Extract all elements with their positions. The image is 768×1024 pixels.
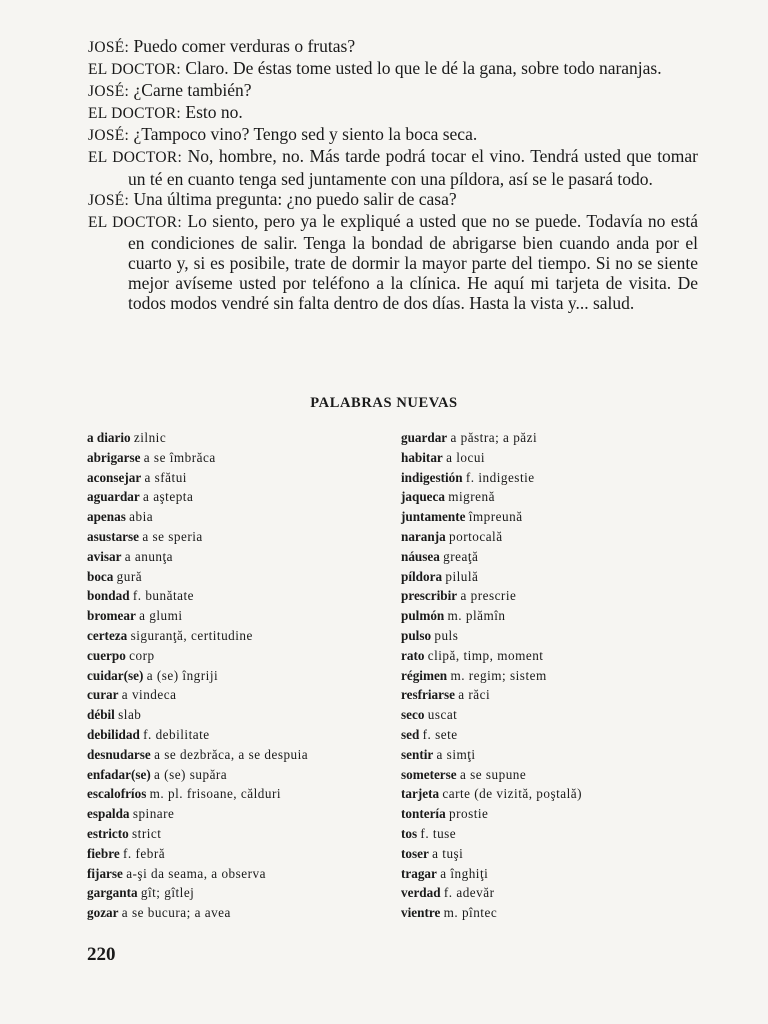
vocabulary-translation: f. adevăr xyxy=(443,885,495,901)
vocabulary-term: enfadar(se) xyxy=(87,766,151,782)
vocabulary-translation: a (se) supăra xyxy=(154,766,228,782)
vocabulary-translation: gură xyxy=(116,568,143,584)
vocabulary-term: boca xyxy=(87,568,114,584)
vocabulary-term: estricto xyxy=(87,825,129,841)
dialogue-turn xyxy=(88,80,698,102)
vocabulary-term: sed xyxy=(401,726,420,742)
vocabulary-entry xyxy=(87,606,387,626)
vocabulary-term: abrigarse xyxy=(87,449,141,465)
vocabulary-translation: a se dezbrăca, a se despuia xyxy=(154,746,309,762)
dialogue xyxy=(88,36,698,313)
vocabulary-entry xyxy=(87,883,387,903)
vocabulary-translation: puls xyxy=(434,627,459,643)
vocabulary-translation: f. debilitate xyxy=(143,726,210,742)
vocabulary-translation: carte (de vizită, poştală) xyxy=(442,786,583,802)
dialogue-text: ¿Tampoco vino? Tengo sed y siento la boca seca. xyxy=(133,124,478,145)
vocabulary-entry xyxy=(401,903,711,923)
dialogue-turn xyxy=(88,58,698,80)
vocabulary-term: espalda xyxy=(87,806,130,822)
vocabulary-term: pulso xyxy=(401,627,432,643)
vocabulary-entry xyxy=(87,745,387,765)
vocabulary-term: bondad xyxy=(87,588,130,604)
vocabulary-term: sentir xyxy=(401,746,434,762)
vocabulary-term: náusea xyxy=(401,548,440,564)
vocabulary-entry xyxy=(401,527,711,547)
vocabulary-translation: f. febră xyxy=(123,845,166,861)
dialogue-turn xyxy=(88,146,698,188)
vocabulary-term: gozar xyxy=(87,905,119,921)
speaker-name: EL DOCTOR: xyxy=(88,213,183,231)
vocabulary-translation: portocală xyxy=(449,528,503,544)
vocabulary-entry xyxy=(401,705,711,725)
vocabulary-term: debilidad xyxy=(87,726,140,742)
vocabulary-translation: a (se) îngriji xyxy=(146,667,219,683)
vocabulary-entry xyxy=(401,824,711,844)
vocabulary-term: fijarse xyxy=(87,865,123,881)
vocabulary-translation: a păstra; a păzi xyxy=(450,430,538,445)
vocabulary-entry xyxy=(401,745,711,765)
vocabulary-term: régimen xyxy=(401,667,448,683)
vocabulary-entry xyxy=(401,567,711,587)
vocabulary-term: resfriarse xyxy=(401,687,455,703)
vocabulary-entry xyxy=(401,626,711,646)
vocabulary-translation: slab xyxy=(118,707,142,723)
vocabulary-translation: a glumi xyxy=(139,608,183,624)
vocabulary-entry xyxy=(87,428,387,448)
vocabulary-entry xyxy=(87,765,387,785)
speaker-name: JOSÉ: xyxy=(88,191,130,209)
vocabulary-translation: spinare xyxy=(132,806,175,822)
dialogue-text: Lo siento, pero ya le expliqué a usted que no se puede. Todavía no está en condiciones de salir. Tenga la bondad de abrigarse bien cuando anda por el cuarto y, si es posibile, trate de dormir la mayor parte del tiempo. Si no se siente mejor avíseme usted por teléfono a la clínica. He aquí mi tarjeta de visita. De todos modos vendré sin falta dentro de dos días. Hasta la vista y... salud. xyxy=(128,210,699,314)
vocabulary-translation: a anunţa xyxy=(124,548,174,564)
vocabulary-translation: f. sete xyxy=(422,726,458,742)
vocabulary-translation: clipă, timp, moment xyxy=(427,647,544,663)
speaker-name: JOSÉ: xyxy=(88,83,130,101)
dialogue-turn xyxy=(88,36,698,58)
vocabulary-term: apenas xyxy=(87,509,126,525)
vocabulary-term: a diario xyxy=(87,430,131,445)
vocabulary-translation: a răci xyxy=(458,687,491,703)
vocabulary-term: toser xyxy=(401,845,429,861)
speaker-name: EL DOCTOR: xyxy=(88,61,181,79)
vocabulary-term: pulmón xyxy=(401,608,445,624)
vocabulary-entry xyxy=(87,487,387,507)
vocabulary-term: guardar xyxy=(401,430,448,445)
vocabulary-translation: pilulă xyxy=(445,568,479,584)
dialogue-turn xyxy=(88,211,698,313)
vocabulary-translation: a locui xyxy=(446,449,486,465)
vocabulary-translation: a se supune xyxy=(459,766,527,782)
vocabulary-entry xyxy=(401,666,711,686)
vocabulary-translation: siguranţă, certitudine xyxy=(130,627,253,643)
vocabulary-term: jaqueca xyxy=(401,489,445,505)
vocabulary-entry xyxy=(401,685,711,705)
vocabulary-entry xyxy=(87,646,387,666)
vocabulary-column-right xyxy=(401,428,711,923)
vocabulary-entry xyxy=(87,864,387,884)
vocabulary-translation: greaţă xyxy=(443,548,479,564)
vocabulary-entry xyxy=(401,883,711,903)
vocabulary-term: tos xyxy=(401,825,418,841)
vocabulary-term: curar xyxy=(87,687,119,703)
vocabulary-entry xyxy=(87,547,387,567)
dialogue-text: No, hombre, no. Más tarde podrá tocar el vino. Tendrá usted que tomar un té en cuanto tenga sed juntamente con una píldora, así se le pasará todo. xyxy=(128,146,699,189)
vocabulary-entry xyxy=(87,784,387,804)
vocabulary-entry xyxy=(87,666,387,686)
vocabulary-term: cuidar(se) xyxy=(87,667,144,683)
page-number: 220 xyxy=(87,944,116,965)
vocabulary-term: seco xyxy=(401,707,425,723)
vocabulary-translation: împreună xyxy=(468,509,523,525)
vocabulary-term: desnudarse xyxy=(87,746,151,762)
vocabulary-translation: a se îmbrăca xyxy=(143,449,216,465)
dialogue-turn xyxy=(88,124,698,146)
vocabulary-term: prescribir xyxy=(401,588,458,604)
speaker-name: JOSÉ: xyxy=(88,39,130,56)
vocabulary-term: vientre xyxy=(401,905,441,921)
vocabulary-entry xyxy=(401,844,711,864)
dialogue-turn xyxy=(88,189,698,211)
vocabulary-translation: uscat xyxy=(427,707,458,723)
vocabulary-entry xyxy=(401,864,711,884)
vocabulary-translation: a simţi xyxy=(436,746,476,762)
dialogue-text: Claro. De éstas tome usted lo que le dé la gana, sobre todo naranjas. xyxy=(185,58,662,79)
vocabulary-term: tarjeta xyxy=(401,786,440,802)
vocabulary-entry xyxy=(87,804,387,824)
vocabulary-term: fiebre xyxy=(87,845,120,861)
vocabulary-column-left xyxy=(87,428,387,923)
vocabulary-term: asustarse xyxy=(87,528,140,544)
speaker-name: JOSÉ: xyxy=(88,127,130,145)
vocabulary-translation: a aştepta xyxy=(143,489,194,505)
vocabulary-translation: m. pîntec xyxy=(443,905,498,921)
vocabulary-translation: f. tuse xyxy=(420,825,457,841)
vocabulary-translation: m. pl. frisoane, călduri xyxy=(149,786,282,802)
vocabulary-entry xyxy=(87,448,387,468)
vocabulary-term: rato xyxy=(401,647,425,663)
vocabulary-term: garganta xyxy=(87,885,138,901)
vocabulary-translation: strict xyxy=(132,825,162,841)
vocabulary-translation: a vindeca xyxy=(121,687,177,703)
vocabulary-term: certeza xyxy=(87,627,128,643)
vocabulary-entry xyxy=(401,448,711,468)
vocabulary-translation: a sfătui xyxy=(144,469,187,485)
vocabulary-term: cuerpo xyxy=(87,647,126,663)
dialogue-text: ¿Carne también? xyxy=(133,80,252,101)
vocabulary-translation: zilnic xyxy=(133,430,167,445)
vocabulary-entry xyxy=(87,824,387,844)
vocabulary-translation: prostie xyxy=(448,806,489,822)
vocabulary-entry xyxy=(401,725,711,745)
vocabulary-entry xyxy=(401,646,711,666)
vocabulary-translation: a se speria xyxy=(142,528,203,544)
vocabulary-translation: a se bucura; a avea xyxy=(121,905,231,921)
vocabulary-entry xyxy=(401,784,711,804)
vocabulary-translation: a-şi da seama, a observa xyxy=(126,865,266,881)
dialogue-text: Esto no. xyxy=(185,102,243,123)
vocabulary-term: indigestión xyxy=(401,469,463,485)
vocabulary-entry xyxy=(401,606,711,626)
vocabulary-term: bromear xyxy=(87,608,136,624)
vocabulary-entry xyxy=(401,586,711,606)
vocabulary-entry xyxy=(401,547,711,567)
vocabulary-entry xyxy=(401,428,711,448)
vocabulary-entry xyxy=(401,468,711,488)
vocabulary-term: píldora xyxy=(401,568,443,584)
vocabulary-translation: corp xyxy=(129,647,155,663)
vocabulary-entry xyxy=(87,586,387,606)
vocabulary-entry xyxy=(401,487,711,507)
dialogue-turn xyxy=(88,102,698,124)
vocabulary-translation: abia xyxy=(129,509,154,525)
vocabulary-entry xyxy=(87,468,387,488)
vocabulary-translation: f. bunătate xyxy=(132,588,194,604)
vocabulary-term: someterse xyxy=(401,766,457,782)
vocabulary-translation: m. plămîn xyxy=(447,608,506,624)
vocabulary-entry xyxy=(401,507,711,527)
vocabulary-term: avisar xyxy=(87,548,122,564)
vocabulary-entry xyxy=(87,626,387,646)
vocabulary-entry xyxy=(401,765,711,785)
vocabulary-term: habitar xyxy=(401,449,443,465)
speaker-name: EL DOCTOR: xyxy=(88,149,183,167)
vocabulary-term: tragar xyxy=(401,865,437,881)
vocabulary-translation: a prescrie xyxy=(460,588,517,604)
vocabulary-entry xyxy=(87,725,387,745)
vocabulary-translation: f. indigestie xyxy=(465,469,535,485)
vocabulary-term: tontería xyxy=(401,806,446,822)
vocabulary-entry xyxy=(401,804,711,824)
dialogue-text: Una última pregunta: ¿no puedo salir de casa? xyxy=(133,188,457,209)
vocabulary-entry xyxy=(87,567,387,587)
vocabulary-translation: a tuşi xyxy=(432,845,464,861)
vocabulary-entry xyxy=(87,685,387,705)
dialogue-text: Puedo comer verduras o frutas? xyxy=(133,36,356,56)
vocabulary-term: juntamente xyxy=(401,509,466,525)
speaker-name: EL DOCTOR: xyxy=(88,105,181,123)
vocabulary-entry xyxy=(87,705,387,725)
vocabulary-entry xyxy=(87,844,387,864)
vocabulary-translation: m. regim; sistem xyxy=(450,667,547,683)
vocabulary-entry xyxy=(87,903,387,923)
vocabulary-term: aconsejar xyxy=(87,469,142,485)
vocabulary-entry xyxy=(87,507,387,527)
vocabulary-translation: a înghiţi xyxy=(440,865,489,881)
vocabulary-entry xyxy=(87,527,387,547)
section-heading: PALABRAS NUEVAS xyxy=(310,395,458,411)
vocabulary-term: escalofríos xyxy=(87,786,147,802)
vocabulary-term: naranja xyxy=(401,528,446,544)
vocabulary-term: aguardar xyxy=(87,489,140,505)
vocabulary-term: débil xyxy=(87,707,115,723)
vocabulary-term: verdad xyxy=(401,885,441,901)
vocabulary-translation: migrenă xyxy=(448,489,495,505)
vocabulary-translation: gît; gîtlej xyxy=(140,885,195,901)
